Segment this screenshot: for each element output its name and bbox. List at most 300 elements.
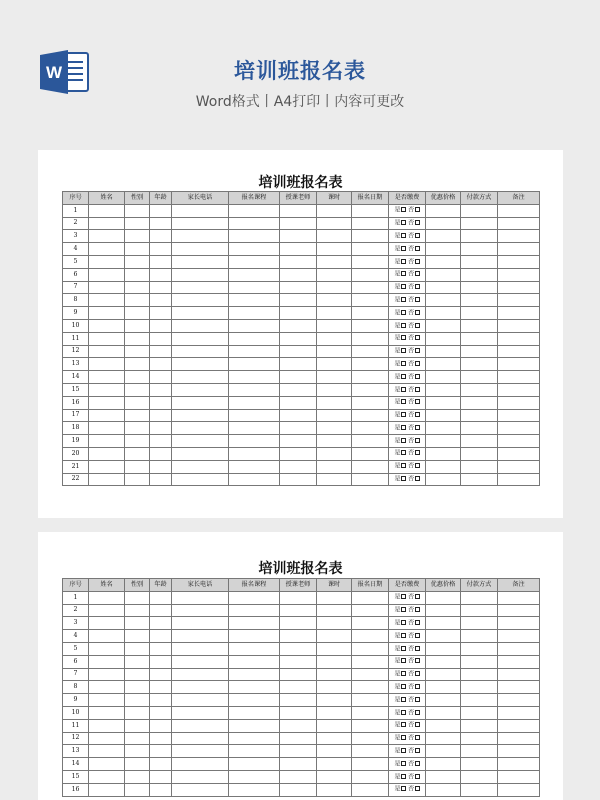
table-cell[interactable]	[89, 447, 125, 460]
table-cell[interactable]	[150, 770, 172, 783]
table-cell[interactable]	[426, 435, 461, 448]
table-cell[interactable]	[125, 447, 150, 460]
table-cell[interactable]	[229, 783, 280, 796]
table-cell[interactable]	[89, 617, 125, 630]
table-cell[interactable]	[150, 230, 172, 243]
table-cell[interactable]	[229, 642, 280, 655]
table-cell[interactable]	[352, 758, 389, 771]
yes-checkbox[interactable]	[401, 399, 406, 404]
table-cell[interactable]	[461, 604, 498, 617]
table-cell[interactable]	[317, 358, 352, 371]
table-cell[interactable]	[352, 281, 389, 294]
table-cell[interactable]	[229, 694, 280, 707]
yes-checkbox[interactable]	[401, 412, 406, 417]
table-cell[interactable]	[352, 435, 389, 448]
table-cell[interactable]	[150, 217, 172, 230]
no-checkbox[interactable]	[415, 774, 420, 779]
table-cell[interactable]	[280, 706, 317, 719]
payment-checkbox-cell[interactable]	[389, 681, 426, 694]
table-cell[interactable]	[352, 268, 389, 281]
table-cell[interactable]	[125, 460, 150, 473]
table-cell[interactable]	[280, 409, 317, 422]
table-cell[interactable]	[461, 630, 498, 643]
payment-checkbox-cell[interactable]	[389, 422, 426, 435]
yes-checkbox[interactable]	[401, 374, 406, 379]
table-cell[interactable]	[461, 460, 498, 473]
table-cell[interactable]	[150, 655, 172, 668]
table-cell[interactable]	[352, 358, 389, 371]
table-cell[interactable]	[280, 591, 317, 604]
no-checkbox[interactable]	[415, 761, 420, 766]
table-cell[interactable]	[150, 745, 172, 758]
table-cell[interactable]	[352, 332, 389, 345]
table-cell[interactable]	[461, 706, 498, 719]
table-cell[interactable]	[125, 473, 150, 486]
no-checkbox[interactable]	[415, 271, 420, 276]
no-checkbox[interactable]	[415, 476, 420, 481]
table-cell[interactable]	[125, 409, 150, 422]
table-cell[interactable]	[229, 758, 280, 771]
table-cell[interactable]	[317, 204, 352, 217]
table-cell[interactable]	[498, 732, 540, 745]
table-cell[interactable]	[125, 243, 150, 256]
no-checkbox[interactable]	[415, 399, 420, 404]
table-cell[interactable]	[461, 617, 498, 630]
table-cell[interactable]	[461, 243, 498, 256]
table-cell[interactable]	[352, 255, 389, 268]
table-cell[interactable]	[498, 642, 540, 655]
table-cell[interactable]	[89, 230, 125, 243]
table-cell[interactable]	[280, 745, 317, 758]
table-cell[interactable]	[498, 447, 540, 460]
table-cell[interactable]	[125, 617, 150, 630]
table-cell[interactable]	[498, 358, 540, 371]
table-cell[interactable]	[317, 630, 352, 643]
payment-checkbox-cell[interactable]	[389, 655, 426, 668]
table-cell[interactable]	[317, 642, 352, 655]
table-cell[interactable]	[150, 332, 172, 345]
yes-checkbox[interactable]	[401, 438, 406, 443]
table-cell[interactable]	[498, 681, 540, 694]
table-cell[interactable]	[229, 281, 280, 294]
table-cell[interactable]	[125, 307, 150, 320]
payment-checkbox-cell[interactable]	[389, 268, 426, 281]
table-cell[interactable]	[461, 358, 498, 371]
yes-checkbox[interactable]	[401, 207, 406, 212]
table-cell[interactable]	[426, 255, 461, 268]
table-cell[interactable]	[317, 268, 352, 281]
table-cell[interactable]	[229, 422, 280, 435]
table-cell[interactable]	[125, 383, 150, 396]
table-cell[interactable]	[125, 642, 150, 655]
table-cell[interactable]	[125, 770, 150, 783]
yes-checkbox[interactable]	[401, 323, 406, 328]
table-cell[interactable]	[150, 604, 172, 617]
table-cell[interactable]	[352, 307, 389, 320]
payment-checkbox-cell[interactable]	[389, 204, 426, 217]
table-cell[interactable]	[229, 617, 280, 630]
table-cell[interactable]	[280, 732, 317, 745]
table-cell[interactable]	[280, 371, 317, 384]
table-cell[interactable]	[280, 358, 317, 371]
table-cell[interactable]	[461, 745, 498, 758]
table-cell[interactable]	[125, 204, 150, 217]
table-cell[interactable]	[125, 319, 150, 332]
table-cell[interactable]	[89, 758, 125, 771]
table-cell[interactable]	[317, 604, 352, 617]
table-cell[interactable]	[229, 409, 280, 422]
table-cell[interactable]	[317, 447, 352, 460]
table-cell[interactable]	[426, 642, 461, 655]
table-cell[interactable]	[317, 591, 352, 604]
table-cell[interactable]	[229, 435, 280, 448]
table-cell[interactable]	[172, 230, 229, 243]
table-cell[interactable]	[172, 319, 229, 332]
table-cell[interactable]	[150, 591, 172, 604]
no-checkbox[interactable]	[415, 646, 420, 651]
table-cell[interactable]	[172, 332, 229, 345]
yes-checkbox[interactable]	[401, 594, 406, 599]
table-cell[interactable]	[150, 396, 172, 409]
table-cell[interactable]	[172, 281, 229, 294]
table-cell[interactable]	[125, 719, 150, 732]
table-cell[interactable]	[317, 230, 352, 243]
table-cell[interactable]	[229, 217, 280, 230]
no-checkbox[interactable]	[415, 374, 420, 379]
table-cell[interactable]	[426, 681, 461, 694]
table-cell[interactable]	[125, 591, 150, 604]
table-cell[interactable]	[352, 617, 389, 630]
no-checkbox[interactable]	[415, 620, 420, 625]
table-cell[interactable]	[125, 783, 150, 796]
yes-checkbox[interactable]	[401, 220, 406, 225]
table-cell[interactable]	[461, 642, 498, 655]
table-cell[interactable]	[426, 409, 461, 422]
table-cell[interactable]	[229, 345, 280, 358]
table-cell[interactable]	[280, 460, 317, 473]
table-cell[interactable]	[461, 732, 498, 745]
payment-checkbox-cell[interactable]	[389, 758, 426, 771]
table-cell[interactable]	[426, 358, 461, 371]
table-cell[interactable]	[498, 694, 540, 707]
no-checkbox[interactable]	[415, 710, 420, 715]
table-cell[interactable]	[498, 668, 540, 681]
table-cell[interactable]	[172, 783, 229, 796]
table-cell[interactable]	[229, 230, 280, 243]
table-cell[interactable]	[125, 371, 150, 384]
table-cell[interactable]	[150, 630, 172, 643]
table-cell[interactable]	[89, 358, 125, 371]
table-cell[interactable]	[125, 435, 150, 448]
payment-checkbox-cell[interactable]	[389, 396, 426, 409]
table-cell[interactable]	[317, 319, 352, 332]
table-cell[interactable]	[498, 409, 540, 422]
payment-checkbox-cell[interactable]	[389, 255, 426, 268]
no-checkbox[interactable]	[415, 697, 420, 702]
table-cell[interactable]	[498, 243, 540, 256]
table-cell[interactable]	[280, 396, 317, 409]
table-cell[interactable]	[229, 732, 280, 745]
table-cell[interactable]	[172, 447, 229, 460]
table-cell[interactable]	[89, 396, 125, 409]
no-checkbox[interactable]	[415, 425, 420, 430]
table-cell[interactable]	[150, 447, 172, 460]
table-cell[interactable]	[426, 396, 461, 409]
table-cell[interactable]	[280, 255, 317, 268]
table-cell[interactable]	[498, 758, 540, 771]
table-cell[interactable]	[498, 422, 540, 435]
payment-checkbox-cell[interactable]	[389, 694, 426, 707]
table-cell[interactable]	[317, 307, 352, 320]
table-cell[interactable]	[352, 204, 389, 217]
payment-checkbox-cell[interactable]	[389, 307, 426, 320]
yes-checkbox[interactable]	[401, 387, 406, 392]
table-cell[interactable]	[426, 307, 461, 320]
table-cell[interactable]	[172, 642, 229, 655]
table-cell[interactable]	[498, 655, 540, 668]
no-checkbox[interactable]	[415, 684, 420, 689]
table-cell[interactable]	[172, 294, 229, 307]
table-cell[interactable]	[317, 371, 352, 384]
table-cell[interactable]	[280, 422, 317, 435]
table-cell[interactable]	[498, 460, 540, 473]
table-cell[interactable]	[498, 294, 540, 307]
yes-checkbox[interactable]	[401, 425, 406, 430]
table-cell[interactable]	[172, 422, 229, 435]
table-cell[interactable]	[461, 758, 498, 771]
table-cell[interactable]	[89, 319, 125, 332]
table-cell[interactable]	[498, 745, 540, 758]
payment-checkbox-cell[interactable]	[389, 243, 426, 256]
table-cell[interactable]	[498, 217, 540, 230]
yes-checkbox[interactable]	[401, 450, 406, 455]
table-cell[interactable]	[89, 371, 125, 384]
table-cell[interactable]	[229, 383, 280, 396]
table-cell[interactable]	[150, 783, 172, 796]
table-cell[interactable]	[229, 307, 280, 320]
table-cell[interactable]	[229, 332, 280, 345]
table-cell[interactable]	[426, 371, 461, 384]
no-checkbox[interactable]	[415, 748, 420, 753]
table-cell[interactable]	[89, 732, 125, 745]
table-cell[interactable]	[172, 681, 229, 694]
table-cell[interactable]	[352, 591, 389, 604]
table-cell[interactable]	[352, 396, 389, 409]
no-checkbox[interactable]	[415, 735, 420, 740]
table-cell[interactable]	[89, 642, 125, 655]
table-cell[interactable]	[172, 435, 229, 448]
table-cell[interactable]	[498, 396, 540, 409]
table-cell[interactable]	[125, 422, 150, 435]
table-cell[interactable]	[172, 345, 229, 358]
table-cell[interactable]	[426, 706, 461, 719]
table-cell[interactable]	[150, 281, 172, 294]
payment-checkbox-cell[interactable]	[389, 281, 426, 294]
table-cell[interactable]	[317, 345, 352, 358]
table-cell[interactable]	[280, 230, 317, 243]
table-cell[interactable]	[229, 396, 280, 409]
table-cell[interactable]	[461, 204, 498, 217]
table-cell[interactable]	[150, 681, 172, 694]
table-cell[interactable]	[426, 732, 461, 745]
table-cell[interactable]	[352, 668, 389, 681]
yes-checkbox[interactable]	[401, 697, 406, 702]
table-cell[interactable]	[89, 383, 125, 396]
payment-checkbox-cell[interactable]	[389, 719, 426, 732]
table-cell[interactable]	[172, 758, 229, 771]
payment-checkbox-cell[interactable]	[389, 435, 426, 448]
no-checkbox[interactable]	[415, 671, 420, 676]
table-cell[interactable]	[172, 307, 229, 320]
yes-checkbox[interactable]	[401, 476, 406, 481]
table-cell[interactable]	[352, 783, 389, 796]
no-checkbox[interactable]	[415, 658, 420, 663]
table-cell[interactable]	[150, 294, 172, 307]
table-cell[interactable]	[229, 268, 280, 281]
payment-checkbox-cell[interactable]	[389, 230, 426, 243]
table-cell[interactable]	[89, 409, 125, 422]
payment-checkbox-cell[interactable]	[389, 668, 426, 681]
table-cell[interactable]	[426, 294, 461, 307]
no-checkbox[interactable]	[415, 607, 420, 612]
table-cell[interactable]	[498, 307, 540, 320]
table-cell[interactable]	[229, 460, 280, 473]
table-cell[interactable]	[125, 694, 150, 707]
table-cell[interactable]	[89, 243, 125, 256]
table-cell[interactable]	[317, 617, 352, 630]
table-cell[interactable]	[498, 268, 540, 281]
table-cell[interactable]	[229, 319, 280, 332]
yes-checkbox[interactable]	[401, 607, 406, 612]
table-cell[interactable]	[317, 243, 352, 256]
table-cell[interactable]	[89, 770, 125, 783]
no-checkbox[interactable]	[415, 310, 420, 315]
table-cell[interactable]	[317, 668, 352, 681]
table-cell[interactable]	[150, 319, 172, 332]
table-cell[interactable]	[426, 230, 461, 243]
table-cell[interactable]	[317, 217, 352, 230]
table-cell[interactable]	[89, 217, 125, 230]
table-cell[interactable]	[426, 617, 461, 630]
table-cell[interactable]	[461, 694, 498, 707]
table-cell[interactable]	[150, 358, 172, 371]
table-cell[interactable]	[352, 345, 389, 358]
table-cell[interactable]	[280, 668, 317, 681]
table-cell[interactable]	[125, 281, 150, 294]
table-cell[interactable]	[89, 307, 125, 320]
table-cell[interactable]	[125, 358, 150, 371]
table-cell[interactable]	[150, 719, 172, 732]
table-cell[interactable]	[498, 604, 540, 617]
table-cell[interactable]	[89, 281, 125, 294]
table-cell[interactable]	[280, 758, 317, 771]
table-cell[interactable]	[150, 694, 172, 707]
table-cell[interactable]	[229, 358, 280, 371]
table-cell[interactable]	[172, 604, 229, 617]
table-cell[interactable]	[498, 617, 540, 630]
table-cell[interactable]	[150, 307, 172, 320]
yes-checkbox[interactable]	[401, 786, 406, 791]
payment-checkbox-cell[interactable]	[389, 732, 426, 745]
table-cell[interactable]	[498, 255, 540, 268]
no-checkbox[interactable]	[415, 323, 420, 328]
table-cell[interactable]	[280, 694, 317, 707]
table-cell[interactable]	[89, 268, 125, 281]
table-cell[interactable]	[172, 655, 229, 668]
table-cell[interactable]	[229, 447, 280, 460]
no-checkbox[interactable]	[415, 722, 420, 727]
no-checkbox[interactable]	[415, 284, 420, 289]
table-cell[interactable]	[150, 383, 172, 396]
table-cell[interactable]	[426, 268, 461, 281]
yes-checkbox[interactable]	[401, 463, 406, 468]
yes-checkbox[interactable]	[401, 761, 406, 766]
table-cell[interactable]	[280, 770, 317, 783]
table-cell[interactable]	[89, 422, 125, 435]
table-cell[interactable]	[89, 630, 125, 643]
table-cell[interactable]	[280, 294, 317, 307]
table-cell[interactable]	[89, 719, 125, 732]
yes-checkbox[interactable]	[401, 748, 406, 753]
table-cell[interactable]	[352, 243, 389, 256]
table-cell[interactable]	[150, 642, 172, 655]
table-cell[interactable]	[172, 694, 229, 707]
payment-checkbox-cell[interactable]	[389, 642, 426, 655]
payment-checkbox-cell[interactable]	[389, 460, 426, 473]
yes-checkbox[interactable]	[401, 259, 406, 264]
yes-checkbox[interactable]	[401, 233, 406, 238]
table-cell[interactable]	[461, 281, 498, 294]
table-cell[interactable]	[172, 770, 229, 783]
table-cell[interactable]	[280, 604, 317, 617]
table-cell[interactable]	[150, 409, 172, 422]
table-cell[interactable]	[125, 732, 150, 745]
table-cell[interactable]	[280, 268, 317, 281]
table-cell[interactable]	[172, 358, 229, 371]
table-cell[interactable]	[317, 694, 352, 707]
table-cell[interactable]	[280, 345, 317, 358]
table-cell[interactable]	[352, 409, 389, 422]
table-cell[interactable]	[89, 294, 125, 307]
table-cell[interactable]	[426, 217, 461, 230]
table-cell[interactable]	[89, 604, 125, 617]
table-cell[interactable]	[172, 460, 229, 473]
table-cell[interactable]	[426, 783, 461, 796]
table-cell[interactable]	[498, 706, 540, 719]
table-cell[interactable]	[461, 447, 498, 460]
table-cell[interactable]	[317, 706, 352, 719]
table-cell[interactable]	[498, 204, 540, 217]
table-cell[interactable]	[498, 591, 540, 604]
payment-checkbox-cell[interactable]	[389, 770, 426, 783]
yes-checkbox[interactable]	[401, 646, 406, 651]
table-cell[interactable]	[461, 396, 498, 409]
table-cell[interactable]	[229, 255, 280, 268]
payment-checkbox-cell[interactable]	[389, 630, 426, 643]
no-checkbox[interactable]	[415, 438, 420, 443]
table-cell[interactable]	[461, 783, 498, 796]
table-cell[interactable]	[280, 332, 317, 345]
table-cell[interactable]	[461, 383, 498, 396]
table-cell[interactable]	[498, 719, 540, 732]
no-checkbox[interactable]	[415, 259, 420, 264]
table-cell[interactable]	[280, 681, 317, 694]
table-cell[interactable]	[280, 435, 317, 448]
table-cell[interactable]	[172, 591, 229, 604]
table-cell[interactable]	[498, 435, 540, 448]
table-cell[interactable]	[461, 345, 498, 358]
payment-checkbox-cell[interactable]	[389, 319, 426, 332]
